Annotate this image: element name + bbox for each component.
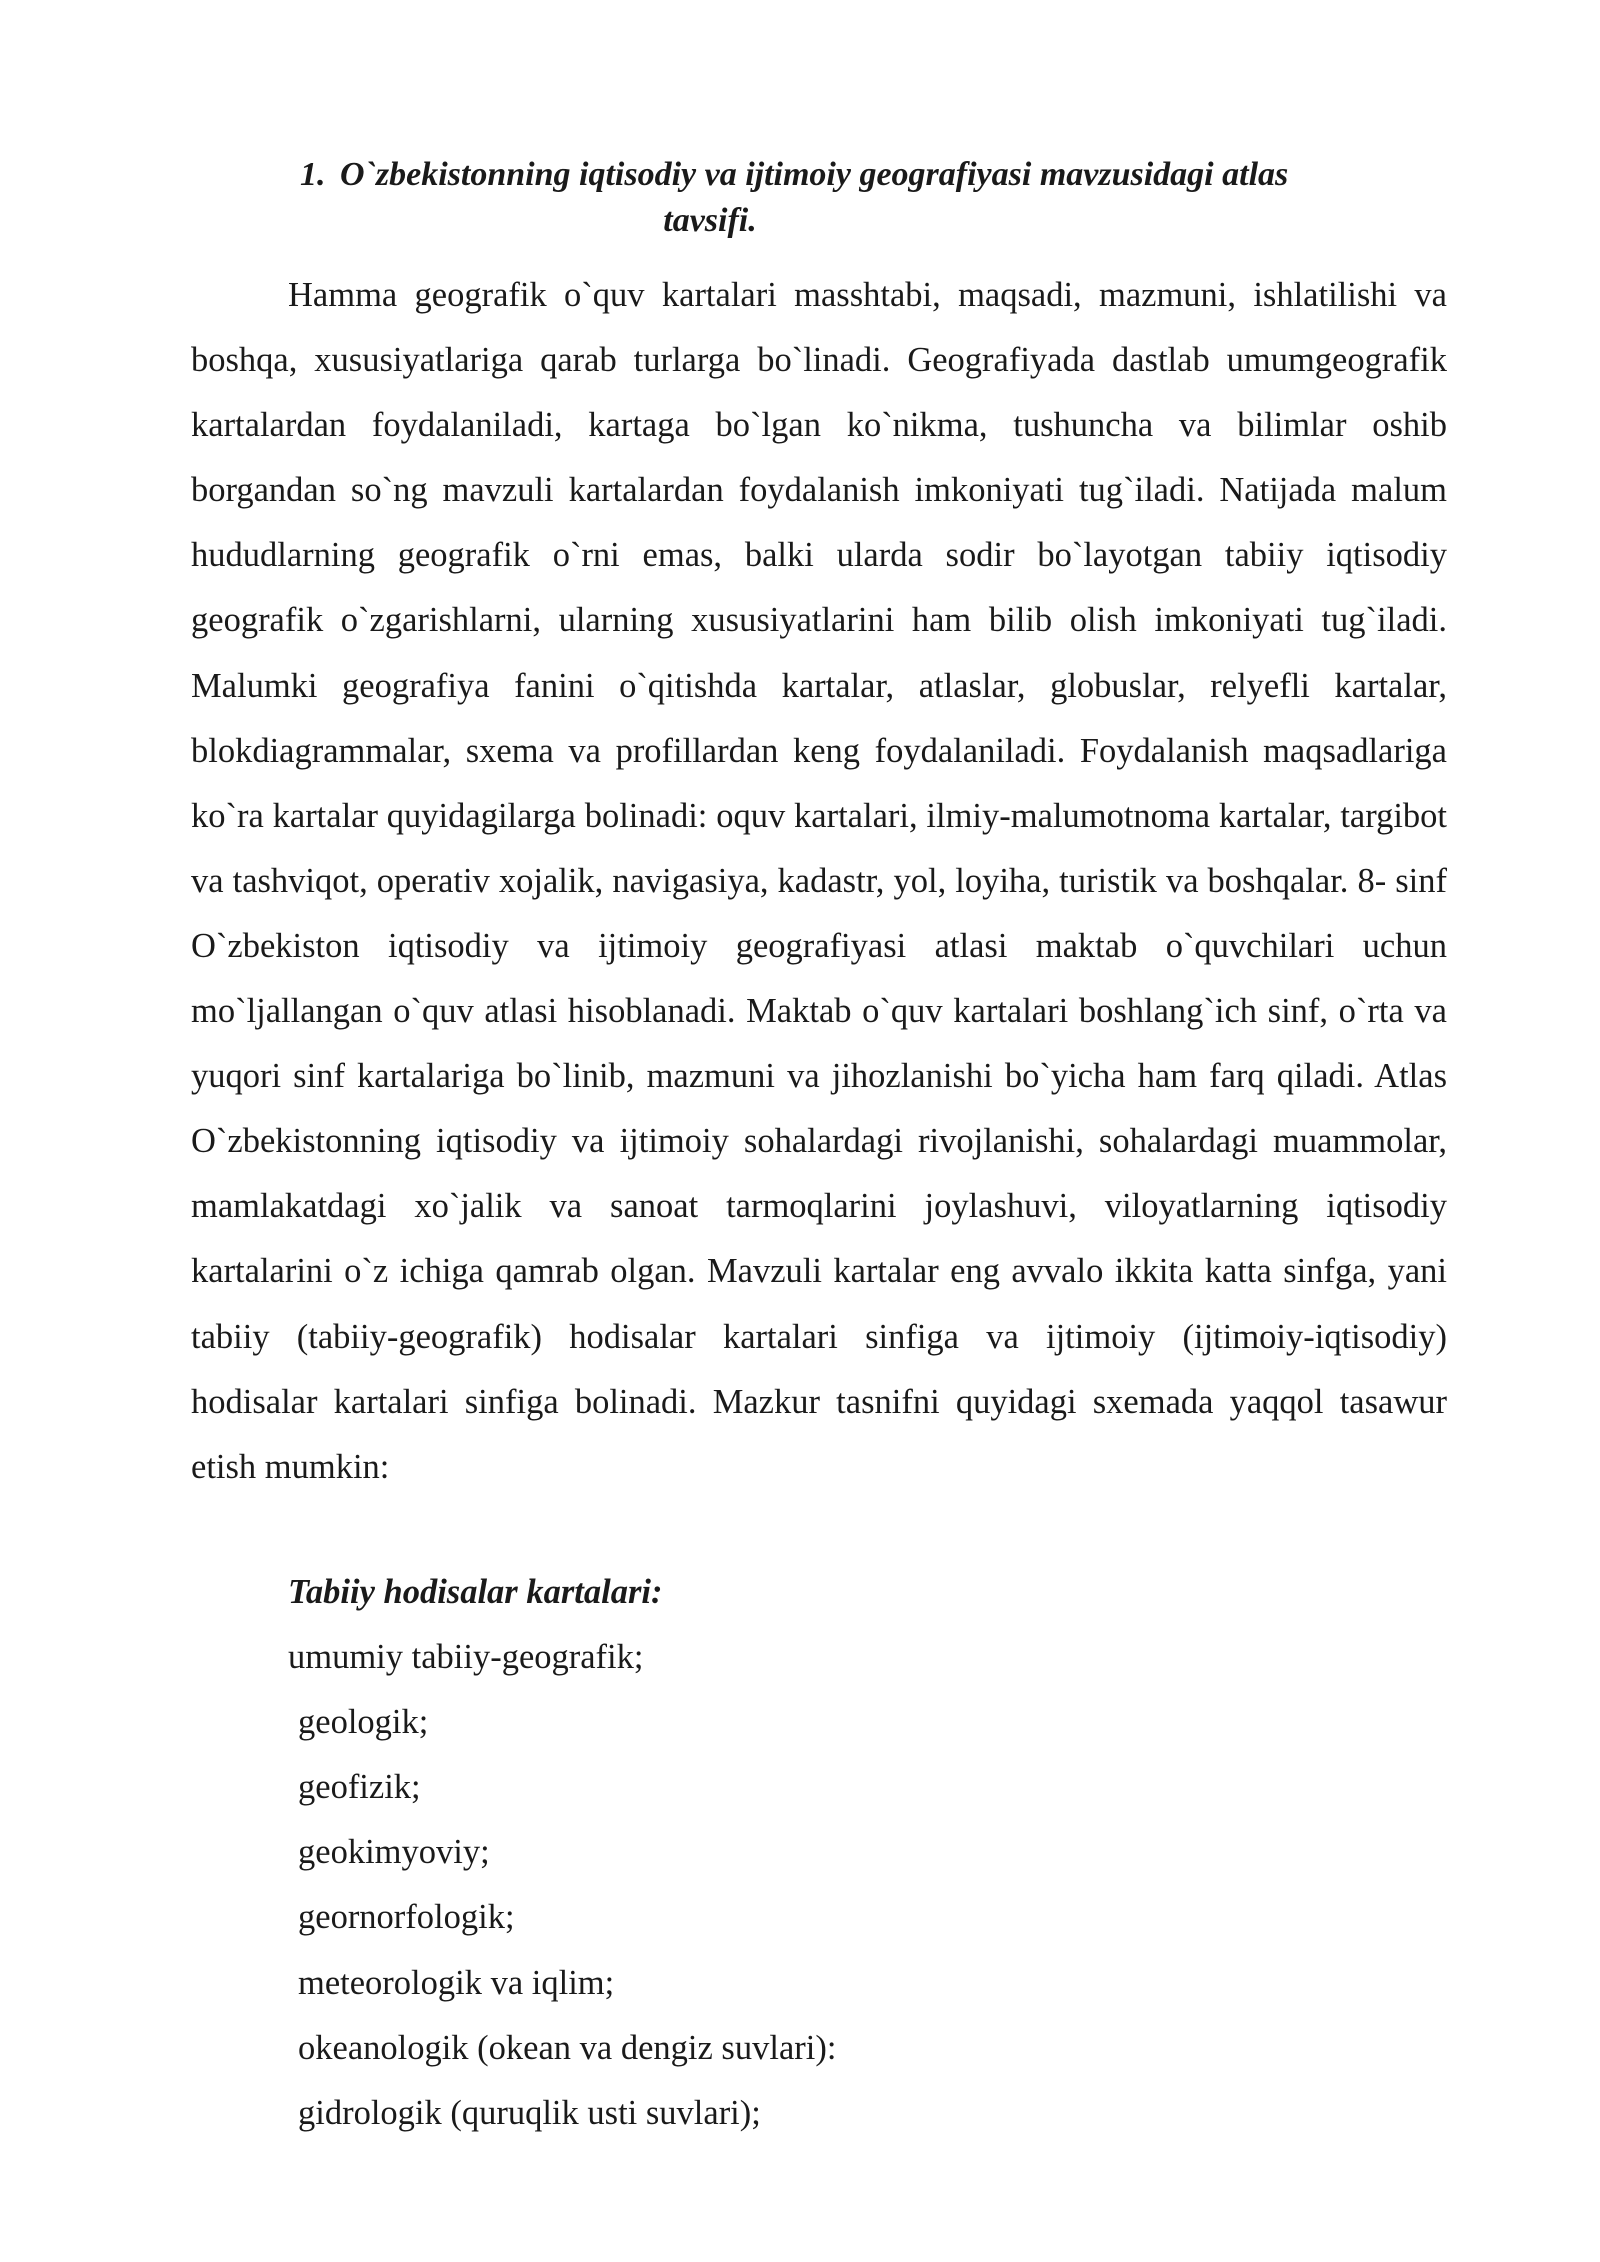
list-title: Tabiiy hodisalar kartalari:: [288, 1573, 663, 1611]
list-item: gidrologik (quruqlik usti suvlari);: [298, 2093, 761, 2132]
section-heading: [300, 152, 1420, 244]
map-types-list-block: [288, 1560, 1288, 2146]
list-item: geologik;: [298, 1703, 429, 1742]
body-paragraph: Hamma geografik o`quv kartalari masshtabi, maqsadi, mazmuni, ishlatilishi va boshqa, xususiyatlariga qarab turlarga bo`linadi. Geografiyada dastlab umumgeografik kartalardan foydalaniladi, kartaga bo`lgan ko`nikma, tushuncha va bilimlar oshib borgandan so`ng mavzuli kartalardan foydalanish imkoniyati tug`iladi. Natijada malum hududlarning geografik o`rni emas, balki ularda sodir bo`layotgan tabiiy iqtisodiy geografik o`zgarishlarni, ularning xususiyatlarini ham bilib olish imkoniyati tug`iladi. Malumki geografiya fanini o`qitishda kartalar, atlaslar, globuslar, relyefli kartalar, blokdiagrammalar, sxema va profillardan keng foydalaniladi. Foydalanish maqsadlariga ko`ra kartalar quyidagilarga bolinadi: oquv kartalari, ilmiy-malumotnoma kartalar, targibot va tashviqot, operativ xojalik, navigasiya, kadastr, yol, loyiha, turistik va boshqalar. 8- sinf O`zbekiston iqtisodiy va ijtimoiy geografiyasi atlasi maktab o`quvchilari uchun mo`ljallangan o`quv atlasi hisoblanadi. Maktab o`quv kartalari boshlang`ich sinf, o`rta va yuqori sinf kartalariga bo`linib, mazmuni va jihozlanishi bo`yicha ham farq qiladi. Atlas O`zbekistonning iqtisodiy va ijtimoiy sohalardagi rivojlanishi, sohalardagi muammolar, mamlakatdagi xo`jalik va sanoat tarmoqlarini joylashuvi, viloyatlarning iqtisodiy kartalarini o`z ichiga qamrab olgan. Mavzuli kartalar eng avvalo ikkita katta sinfga, yani tabiiy (tabiiy-geografik) hodisalar kartalari sinfiga va ijtimoiy (ijtimoiy-iqtisodiy) hodisalar kartalari sinfiga bolinadi. Mazkur tasnifni quyidagi sxemada yaqqol tasawur etish mumkin:: [191, 276, 1447, 1486]
section-heading-text-1: O`zbekistonning iqtisodiy va ijtimoiy geografiyasi mavzusidagi atlas: [340, 156, 1289, 193]
list-item: umumiy tabiiy-geografik;: [288, 1638, 644, 1677]
map-types-list: [288, 1625, 1288, 2146]
list-item: geokimyoviy;: [298, 1833, 490, 1872]
list-item: meteorologik va iqlim;: [298, 1963, 615, 2002]
section-heading-line-2: tavsifi.: [663, 202, 757, 239]
list-item: geofizik;: [298, 1768, 421, 1807]
section-heading-line-1: [300, 152, 1420, 198]
section-number: 1.: [300, 156, 326, 193]
list-item: geornorfologik;: [298, 1898, 515, 1937]
list-item: okeanologik (okean va dengiz suvlari):: [298, 2028, 837, 2067]
